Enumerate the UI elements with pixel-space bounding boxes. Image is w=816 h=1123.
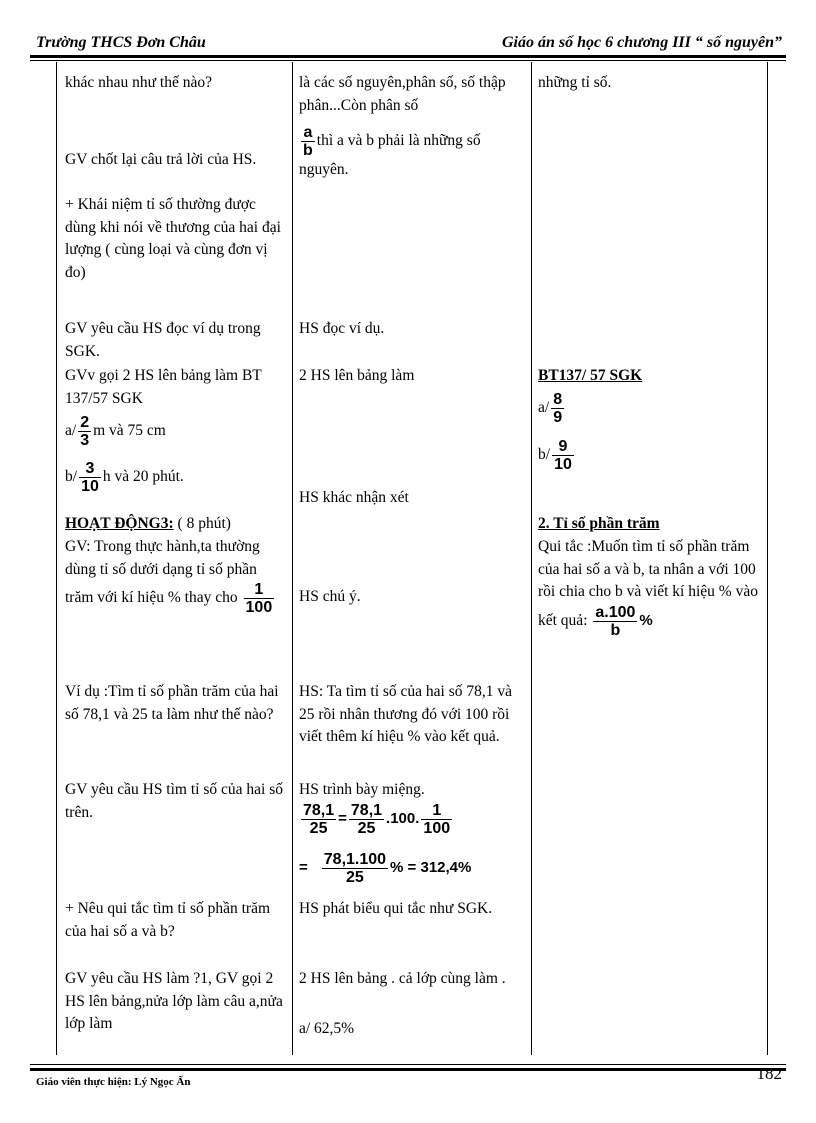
fraction-condition: $\frac{a}{b}$ thì a và b phải là những số nguyên. (299, 124, 481, 178)
student-method: HS: Ta tìm tỉ số của hai số 78,1 và 25 rồi nhân thương đó với 100 rồi viết thêm kí hiệu % vào kết quả. (299, 683, 513, 745)
header-rule-thin (30, 60, 786, 61)
answer-a: a/ 62,5% (299, 1020, 355, 1037)
activity-time: ( 8 phút) (173, 515, 231, 532)
header-rule (30, 55, 786, 58)
student-exercise-q1: 2 HS lên bảng . cả lớp cùng làm . (299, 970, 506, 987)
table-divider-1 (292, 62, 293, 1055)
section-title-percent: 2. Tỉ số phần trăm (538, 515, 660, 532)
concept-note: + Khái niệm tỉ số thường được dùng khi nói về thương của hai đại lượng ( cùng loại và cùng đơn vị đo) (65, 196, 281, 281)
fraction-three-tenths: $\frac{3}{10}$ (81, 460, 99, 495)
percent-intro: GV: Trong thực hành,ta thường dùng tỉ số dưới dạng tỉ số phần trăm với kí hiệu % thay cho $\frac{1}{100}$ (65, 538, 273, 616)
exercise-q1-instruction: GV yêu cầu HS làm ?1, GV gọi 2 HS lên bảng,nửa lớp làm câu a,nửa lớp làm (65, 970, 283, 1032)
fraction-a-over-b: $\frac{a}{b}$ (303, 124, 313, 159)
percent-rule: Qui tắc :Muốn tìm tỉ số phần trăm của hai số a và b, ta nhân a với 100 rồi chia cho b và viết kí hiệu % vào kết quả: $\frac{a.100}{b}$ % (538, 538, 758, 639)
bt137-answer-a: a/ $\frac{8}{9}$ (538, 391, 563, 426)
teacher-name: Giáo viên thực hiện: Lý Ngọc Ẩn (36, 1076, 191, 1088)
board-note-ratios: những tỉ số. (538, 74, 612, 91)
activity-heading (65, 513, 289, 536)
student-oral: HS trình bày miệng. (299, 781, 425, 798)
page-number: 182 (756, 1064, 782, 1083)
teacher-conclude: GV chốt lại câu trả lời của HS. (65, 151, 257, 168)
calculation-line-2: = $\frac{78,1.100}{25}$ % = 312,4% (299, 851, 472, 886)
exercise-part-b (65, 460, 289, 495)
fraction-one-hundredth: $\frac{1}{100}$ (245, 581, 273, 616)
find-ratio-instruction: GV yêu cầu HS tìm tỉ số của hai số trên. (65, 781, 283, 821)
rule-question: + Nêu qui tắc tìm tỉ số phần trăm của hai số a và b? (65, 900, 271, 940)
part-a-label: a/ (65, 422, 77, 440)
fraction-nine-tenths: $\frac{9}{10}$ (554, 438, 572, 473)
student-attention: HS chú ý. (299, 588, 361, 605)
exercise-assignment: GVv gọi 2 HS lên bảng làm BT 137/57 SGK (65, 367, 262, 407)
table-divider-2 (531, 62, 532, 1055)
read-example-instruction: GV yêu cầu HS đọc ví dụ trong SGK. (65, 320, 261, 360)
footer-rule-thin (30, 1064, 786, 1065)
student-answer: là các số nguyên,phân số, số thập phân...Còn phân số (299, 74, 506, 114)
student-read-example: HS đọc ví dụ. (299, 320, 385, 337)
calculation-line-1: $\frac{78,1}{25}$ = $\frac{78,1}{25}$ .100. $\frac{1}{100}$ (303, 802, 451, 837)
part-b-text: h và 20 phút. (102, 468, 184, 486)
example-question: Ví dụ :Tìm tỉ số phần trăm của hai số 78,1 và 25 ta làm như thế nào? (65, 683, 279, 723)
student-board-work: 2 HS lên bảng làm (299, 367, 415, 384)
teacher-question: khác nhau như thế nào? (65, 74, 212, 91)
student-review: HS khác nhận xét (299, 489, 409, 506)
fraction-two-thirds: $\frac{2}{3}$ (80, 414, 90, 449)
fraction-a100-over-b: $\frac{a.100}{b}$ (595, 603, 636, 639)
part-b-label: b/ (65, 468, 78, 486)
document-subject: Giáo án số học 6 chương III “ số nguyên” (502, 34, 782, 51)
exercise-part-a (65, 414, 289, 449)
fraction-eight-ninths: $\frac{8}{9}$ (553, 391, 563, 426)
bt137-title: BT137/ 57 SGK (538, 367, 643, 384)
student-rule-statement: HS phát biểu qui tắc như SGK. (299, 900, 493, 917)
school-name: Trường THCS Đơn Châu (36, 34, 206, 51)
footer-rule (30, 1068, 786, 1071)
activity-title: HOẠT ĐỘNG3: (65, 515, 174, 532)
table-border-left (56, 62, 57, 1055)
table-border-right (767, 62, 768, 1055)
bt137-answer-b: b/ $\frac{9}{10}$ (538, 438, 572, 473)
part-a-text: m và 75 cm (93, 422, 166, 440)
